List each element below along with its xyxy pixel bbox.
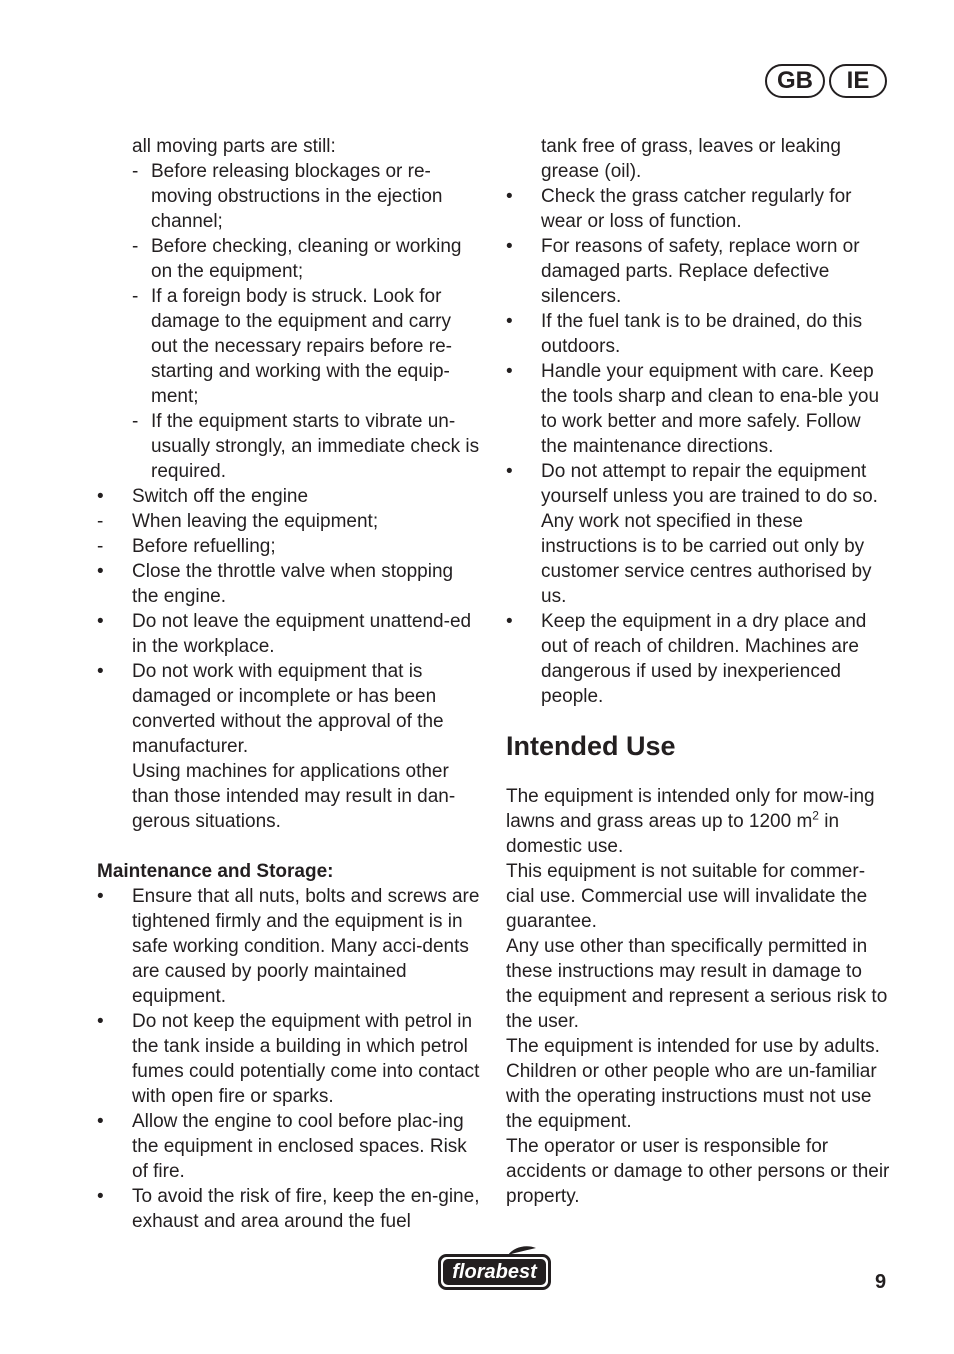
intro-text: all moving parts are still: (132, 136, 336, 157)
sub-item-text: Before releasing blockages or re-moving obstructions in the ejection channel; (151, 161, 443, 232)
lang-badge-ie: IE (829, 64, 887, 98)
logo-text: florabest (452, 1261, 537, 1283)
list-item-text: To avoid the risk of fire, keep the en-gine, exhaust and area around the fuel (132, 1186, 480, 1232)
list-item (506, 459, 890, 609)
list-item (97, 559, 482, 609)
list-item (506, 184, 890, 234)
bullet-marker: • (506, 611, 513, 632)
list-item-text: Close the throttle valve when stopping the engine. (132, 561, 454, 607)
florabest-logo (438, 1245, 551, 1290)
list-item-text: For reasons of safety, replace worn or damaged parts. Replace defective silencers. (541, 236, 860, 307)
list-item (97, 534, 482, 559)
paragraph-text: The equipment is intended only for mow-ing lawns and grass areas up to 1200 m (506, 786, 875, 832)
sub-item-text: If the equipment starts to vibrate un-usually strongly, an immediate check is required. (151, 411, 480, 482)
sub-item-text: Before checking, cleaning or working on the equipment; (151, 236, 462, 282)
paragraph (506, 784, 890, 859)
bullet-marker: • (506, 461, 513, 482)
list-item-text: Handle your equipment with care. Keep the tools sharp and clean to ena-ble you to work better and more safely. Follow the maintenance directions. (541, 361, 880, 457)
list-marker: • (97, 611, 104, 632)
paragraph: The operator or user is responsible for accidents or damage to other persons or their property. (506, 1136, 890, 1207)
left-column (97, 134, 482, 1234)
sub-list-item (97, 159, 482, 234)
logo-leaf-icon (508, 1246, 536, 1255)
bullet-marker: • (506, 311, 513, 332)
list-marker: • (97, 661, 104, 682)
bullet-marker: • (97, 1111, 104, 1132)
bullet-marker: • (506, 186, 513, 207)
bullet-marker: • (97, 1011, 104, 1032)
list-marker: • (97, 486, 104, 507)
bullet-marker: • (97, 886, 104, 907)
superscript: 2 (812, 808, 819, 823)
list-item-text: Allow the engine to cool before plac-ing the equipment in enclosed spaces. Risk of fire. (132, 1111, 467, 1182)
list-item-text: Do not attempt to repair the equipment yourself unless you are trained to do so. Any work not specified in these instructions is to be carried out only by customer service centres authorised by us. (541, 461, 878, 607)
dash-marker: - (132, 286, 139, 307)
list-item-text: If the fuel tank is to be drained, do this outdoors. (541, 311, 863, 357)
paragraph: The equipment is intended for use by adults. Children or other people who are un-familiar with the operating instructions must not use the equipment. (506, 1036, 880, 1132)
list-item (97, 1109, 482, 1184)
lang-badge-gb: GB (765, 64, 825, 98)
list-item (97, 609, 482, 659)
list-item-text: Do not leave the equipment unattend-ed in the workplace. (132, 611, 472, 657)
dash-marker: - (132, 411, 139, 432)
list-item-text: Before refuelling; (132, 536, 276, 557)
list-item (506, 609, 890, 709)
list-item (97, 1009, 482, 1109)
paragraph-text: in domestic use. (506, 811, 840, 857)
bullet-marker: • (506, 236, 513, 257)
list-item (97, 884, 482, 1009)
list-item-continuation: Using machines for applications other than those intended may result in dan-gerous situations. (132, 761, 456, 832)
list-item (97, 484, 482, 509)
list-item (506, 359, 890, 459)
section-heading-intended-use: Intended Use (506, 731, 676, 761)
bullet-marker: • (506, 361, 513, 382)
maintenance-heading: Maintenance and Storage: (97, 861, 334, 882)
list-marker: - (97, 511, 104, 532)
sub-list-item (97, 234, 482, 284)
paragraph: Any use other than specifically permitted in these instructions may result in damage to the equipment and represent a serious risk to the user. (506, 936, 888, 1032)
right-column (506, 134, 890, 1209)
page-number: 9 (875, 1271, 887, 1293)
list-item-text: Keep the equipment in a dry place and out of reach of children. Machines are dangerous if used by inexperienced people. (541, 611, 867, 707)
sub-list-item (97, 284, 482, 409)
list-item-text: When leaving the equipment; (132, 511, 379, 532)
list-item (506, 234, 890, 309)
spacer (97, 834, 482, 859)
bullet-marker: • (97, 1186, 104, 1207)
list-marker: - (97, 536, 104, 557)
list-item (506, 309, 890, 359)
paragraph: This equipment is not suitable for commer-cial use. Commercial use will invalidate the guarantee. (506, 861, 868, 932)
list-item (97, 659, 482, 759)
list-item-text: Ensure that all nuts, bolts and screws are tightened firmly and the equipment is in safe working condition. Many acci-dents are caused by poorly maintained equipment. (132, 886, 480, 1007)
list-item-continuation: tank free of grass, leaves or leaking grease (oil). (541, 136, 841, 182)
list-item-text: Do not keep the equipment with petrol in the tank inside a building in which petrol fumes could potentially come into contact with open fire or sparks. (132, 1011, 480, 1107)
list-marker: • (97, 561, 104, 582)
language-badges (765, 64, 887, 98)
sub-item-text: If a foreign body is struck. Look for damage to the equipment and carry out the necessary repairs before re-starting and working with the equip-ment; (151, 286, 452, 407)
list-item (97, 509, 482, 534)
dash-marker: - (132, 161, 139, 182)
list-item-text: Check the grass catcher regularly for wear or loss of function. (541, 186, 852, 232)
list-item-text: Do not work with equipment that is damaged or incomplete or has been converted without the approval of the manufacturer. (132, 661, 444, 757)
sub-list-item (97, 409, 482, 484)
dash-marker: - (132, 236, 139, 257)
list-item-text: Switch off the engine (132, 486, 309, 507)
list-item (97, 1184, 482, 1234)
